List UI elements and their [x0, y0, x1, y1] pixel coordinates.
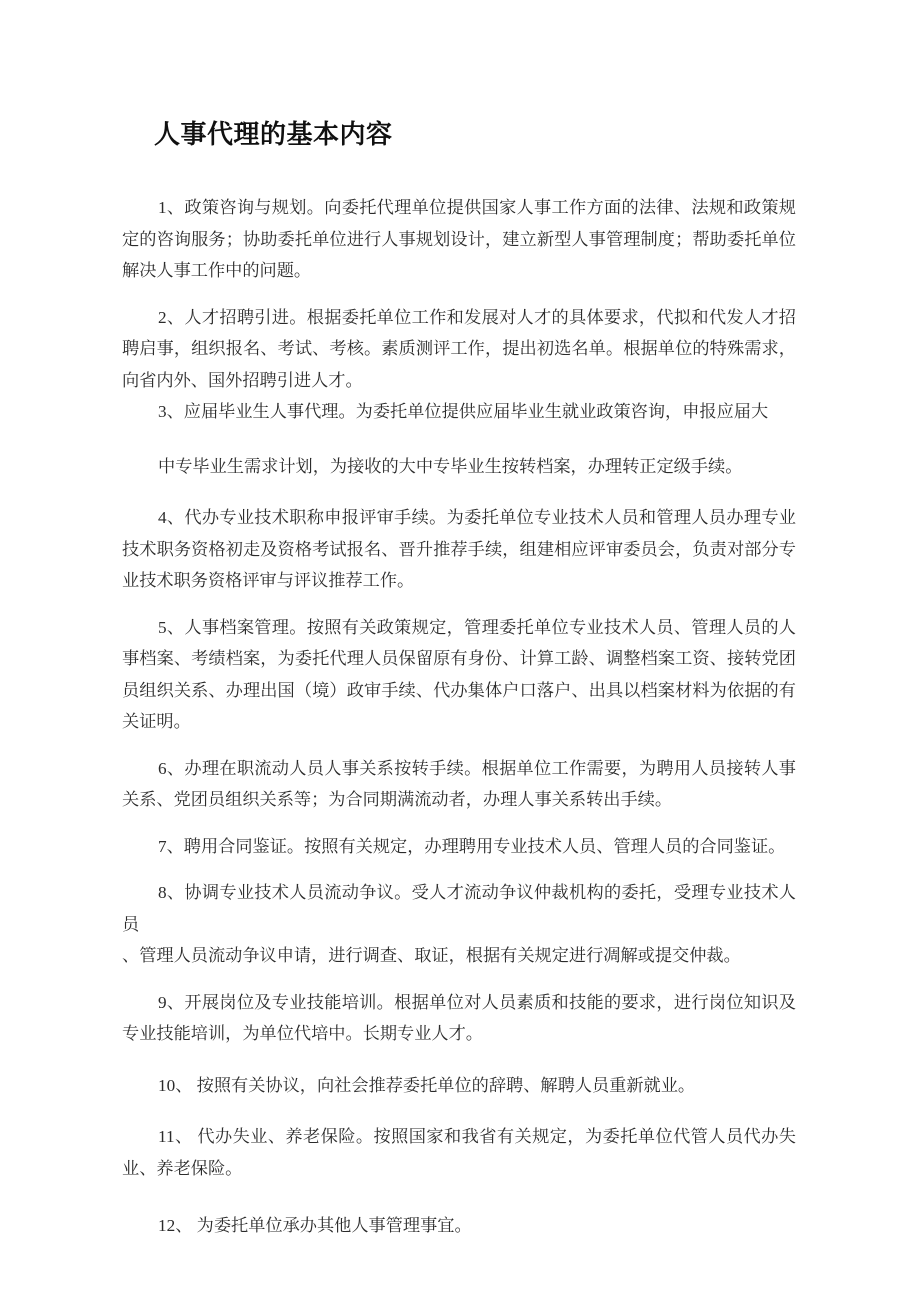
- list-item-3-line-2: 中专毕业生需求计划，为接收的大中专毕业生按转档案，办理转正定级手续。: [158, 456, 743, 476]
- list-item-3-line-1: 3、应届毕业生人事代理。为委托单位提供应届毕业生就业政策咨询，申报应届大: [158, 402, 769, 421]
- list-item-9: 9、开展岗位及专业技能培训。根据单位对人员素质和技能的要求，进行岗位知识及 专业技能培训，为单位代培中。长期专业人才。: [122, 992, 796, 1043]
- list-item-6: 6、办理在职流动人员人事关系按转手续。根据单位工作需要，为聘用人员接转人事关系、党团员组织关系等；为合同期满流动者，办理人事关系转出手续。: [122, 758, 796, 809]
- list-item-2: 2、人才招聘引进。根据委托单位工作和发展对人才的具体要求，代拟和代发人才招聘启事，组织报名、考试、考核。素质测评工作，提出初选名单。根据单位的特殊需求，向省内外、国外招聘引进人才。: [122, 307, 796, 390]
- list-item-11: 11、 代办失业、养老保险。按照国家和我省有关规定，为委托单位代管人员代办失业、养老保险。: [122, 1127, 796, 1178]
- list-item-12: 12、 为委托单位承办其他人事管理事宜。: [158, 1216, 472, 1235]
- list-item-10: 10、 按照有关协议，向社会推荐委托单位的辞聘、解聘人员重新就业。: [158, 1075, 696, 1095]
- list-item-8-line-2: 、管理人员流动争议申请，进行调查、取证，根据有关规定进行凋解或提交仲裁。: [122, 946, 741, 965]
- list-item-5: 5、人事档案管理。按照有关政策规定，管理委托单位专业技术人员、管理人员的人事档案、考绩档案，为委托代理人员保留原有身份、计算工龄、调整档案工资、接转党团员组织关系、办理出国（境）政审手续、代办集体户口落户、出具以档案材料为依据的有关证明。: [122, 617, 796, 731]
- document-body: [122, 118, 796, 1242]
- list-item-4: 4、代办专业技术职称申报评审手续。为委托单位专业技术人员和管理人员办理专业技术职务资格初走及资格考试报名、晋升推荐手续，组建相应评审委员会，负责对部分专业技术职务资格评审与评议推荐工作。: [122, 508, 796, 590]
- list-item-8-line-1: 8、协调专业技术人员流动争议。受人才流动争议仲裁机构的委托，受理专业技术人 员: [122, 883, 796, 934]
- list-item-1: 1、政策咨询与规划。向委托代理单位提供国家人事工作方面的法律、法规和政策规定的咨询服务；协助委托单位进行人事规划设计，建立新型人事管理制度；帮助委托单位解决人事工作中的问题。: [122, 198, 796, 280]
- page-title: 人事代理的基本内容: [154, 120, 393, 150]
- list-item-7: 7、聘用合同鉴证。按照有关规定，办理聘用专业技术人员、管理人员的合同鉴证。: [158, 836, 786, 856]
